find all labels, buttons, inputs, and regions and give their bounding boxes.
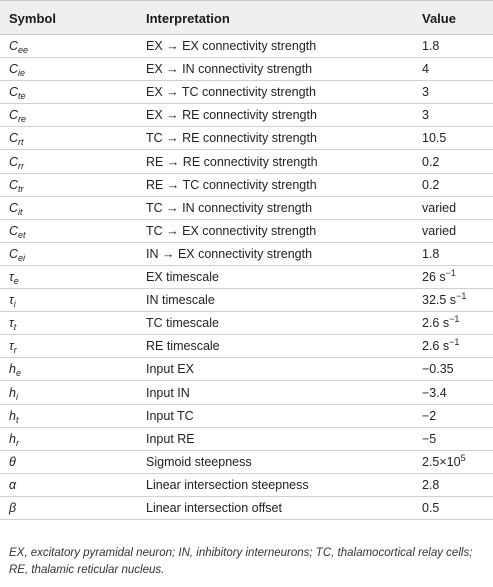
value-superscript: 5	[460, 452, 466, 463]
value-cell	[422, 451, 466, 473]
symbol-subscript: i	[13, 299, 16, 310]
value-superscript: −1	[449, 314, 460, 325]
symbol-base: h	[9, 362, 16, 377]
symbol-cell	[9, 474, 16, 496]
value-text: 3	[422, 85, 429, 100]
value-text: 2.6 s	[422, 339, 450, 354]
symbol-base: C	[9, 223, 19, 238]
value-text: −2	[422, 408, 437, 423]
symbol-cell	[9, 243, 25, 265]
value-text: 4	[422, 62, 429, 77]
symbol-base: C	[9, 108, 19, 123]
interpretation-cell: RE timescale	[146, 339, 220, 354]
table-header	[0, 0, 493, 35]
symbol-cell	[9, 497, 16, 519]
table-row	[0, 81, 493, 104]
header-interpretation: Interpretation	[146, 11, 230, 26]
symbol-base: C	[9, 39, 19, 53]
interpretation-cell: Input IN	[146, 385, 190, 400]
symbol-base: θ	[9, 454, 16, 469]
table-row	[0, 335, 493, 358]
symbol-cell	[9, 81, 26, 103]
symbol-cell	[9, 335, 17, 357]
table-row	[0, 243, 493, 266]
interpretation-cell: Input RE	[146, 431, 195, 446]
interpretation-cell: Input TC	[146, 408, 194, 423]
value-cell	[422, 358, 454, 380]
symbol-cell	[9, 358, 21, 380]
symbol-subscript: re	[18, 114, 27, 125]
value-cell	[422, 335, 459, 357]
symbol-subscript: rt	[18, 137, 24, 148]
value-text: −3.4	[422, 385, 447, 400]
value-cell	[422, 405, 436, 427]
symbol-cell	[9, 289, 16, 311]
symbol-cell	[9, 451, 16, 473]
symbol-base: α	[9, 477, 17, 492]
symbol-subscript: ei	[18, 252, 26, 263]
table-row	[0, 127, 493, 150]
value-cell	[422, 220, 456, 242]
symbol-subscript: rr	[18, 160, 25, 171]
symbol-base: C	[9, 154, 19, 169]
table-footnote: EX, excitatory pyramidal neuron; IN, inhibitory interneurons; TC, thalamocortical relay cells; RE, thalamic reticular nucleus.	[9, 547, 473, 576]
value-text: −5	[422, 431, 437, 446]
table-row	[0, 266, 493, 289]
value-cell	[422, 243, 439, 265]
value-text: 0.2	[422, 154, 440, 169]
value-text: 1.8	[422, 39, 440, 53]
interpretation-cell: Input EX	[146, 362, 194, 377]
value-text: −0.35	[422, 362, 454, 377]
symbol-base: τ	[9, 293, 14, 308]
value-cell	[422, 104, 429, 126]
value-cell	[422, 151, 439, 173]
symbol-cell	[9, 197, 23, 219]
symbol-cell	[9, 151, 24, 173]
interpretation-cell: EX timescale	[146, 270, 219, 284]
table-row	[0, 220, 493, 243]
symbol-subscript: et	[18, 229, 26, 240]
symbol-base: C	[9, 62, 19, 77]
value-text: 10.5	[422, 131, 447, 146]
symbol-subscript: e	[15, 368, 21, 379]
header-value: Value	[422, 11, 456, 26]
value-cell	[422, 35, 439, 57]
symbol-subscript: r	[15, 437, 19, 448]
symbol-subscript: r	[13, 345, 17, 356]
symbol-cell	[9, 312, 16, 334]
value-cell	[422, 497, 439, 519]
symbol-subscript: t	[13, 322, 17, 333]
symbol-cell	[9, 266, 19, 288]
interpretation-cell: IN → EX connectivity strength	[146, 246, 313, 261]
value-superscript: −1	[449, 337, 460, 348]
table-row	[0, 289, 493, 312]
symbol-base: h	[9, 385, 16, 400]
interpretation-cell: EX → RE connectivity strength	[146, 108, 317, 123]
symbol-cell	[9, 127, 24, 149]
table-row	[0, 382, 493, 405]
table-row	[0, 312, 493, 335]
symbol-cell	[9, 174, 24, 196]
symbol-base: C	[9, 85, 19, 100]
interpretation-cell: IN timescale	[146, 293, 215, 308]
interpretation-cell: EX → TC connectivity strength	[146, 85, 316, 100]
symbol-subscript: t	[15, 414, 19, 425]
interpretation-cell: RE → TC connectivity strength	[146, 177, 317, 192]
symbol-base: C	[9, 246, 19, 261]
symbol-cell	[9, 104, 26, 126]
symbol-base: C	[9, 200, 19, 215]
interpretation-cell: TC → EX connectivity strength	[146, 223, 317, 238]
symbol-cell	[9, 382, 18, 404]
value-cell	[422, 312, 459, 334]
symbol-subscript: ie	[18, 68, 26, 79]
value-cell	[422, 382, 447, 404]
value-cell	[422, 474, 439, 496]
symbol-cell	[9, 428, 19, 450]
symbol-base: C	[9, 131, 19, 146]
value-text: varied	[422, 200, 457, 215]
symbol-base: h	[9, 408, 16, 423]
symbol-subscript: tr	[18, 183, 24, 194]
symbol-base: C	[9, 177, 19, 192]
table-row	[0, 151, 493, 174]
value-text: 0.2	[422, 177, 440, 192]
value-superscript: −1	[445, 268, 456, 278]
symbol-base: τ	[9, 316, 14, 331]
value-cell	[422, 197, 456, 219]
interpretation-cell: RE → RE connectivity strength	[146, 154, 318, 169]
value-cell	[422, 289, 466, 311]
symbol-subscript: te	[18, 91, 26, 102]
value-cell	[422, 58, 429, 80]
table-row	[0, 497, 493, 520]
symbol-subscript: ee	[18, 45, 29, 55]
value-superscript: −1	[456, 291, 467, 302]
table-row	[0, 428, 493, 451]
symbol-subscript: e	[13, 276, 19, 286]
table-row	[0, 104, 493, 127]
value-text: 32.5 s	[422, 293, 457, 308]
symbol-base: β	[9, 501, 17, 515]
symbol-cell	[9, 405, 18, 427]
value-cell	[422, 266, 456, 288]
table-row	[0, 474, 493, 497]
value-cell	[422, 174, 439, 196]
interpretation-cell: TC → RE connectivity strength	[146, 131, 317, 146]
value-cell	[422, 428, 436, 450]
table-row	[0, 174, 493, 197]
interpretation-cell: Sigmoid steepness	[146, 454, 252, 469]
table-row	[0, 35, 493, 58]
symbol-subscript: i	[15, 391, 18, 402]
value-cell	[422, 81, 429, 103]
value-cell	[422, 127, 446, 149]
symbol-base: τ	[9, 339, 14, 354]
table-row	[0, 451, 493, 474]
value-text: 0.5	[422, 501, 440, 515]
value-text: 26 s	[422, 270, 446, 284]
symbol-base: τ	[9, 270, 14, 284]
interpretation-cell: EX → IN connectivity strength	[146, 62, 313, 77]
table-row	[0, 358, 493, 381]
value-text: 2.8	[422, 477, 440, 492]
symbol-base: h	[9, 431, 16, 446]
symbol-cell	[9, 35, 28, 57]
table-row	[0, 58, 493, 81]
interpretation-cell: TC timescale	[146, 316, 219, 331]
value-text: 2.6 s	[422, 316, 450, 331]
symbol-cell	[9, 58, 25, 80]
interpretation-cell: EX → EX connectivity strength	[146, 39, 317, 53]
symbol-cell	[9, 220, 26, 242]
header-symbol: Symbol	[9, 11, 56, 26]
value-text: 1.8	[422, 246, 440, 261]
value-text: 3	[422, 108, 429, 123]
symbol-subscript: it	[18, 206, 23, 217]
interpretation-cell: Linear intersection steepness	[146, 477, 309, 492]
table-row	[0, 197, 493, 220]
value-text: 2.5×10	[422, 454, 461, 469]
interpretation-cell: TC → IN connectivity strength	[146, 200, 313, 215]
value-text: varied	[422, 223, 457, 238]
interpretation-cell: Linear intersection offset	[146, 501, 282, 515]
table-row	[0, 405, 493, 428]
